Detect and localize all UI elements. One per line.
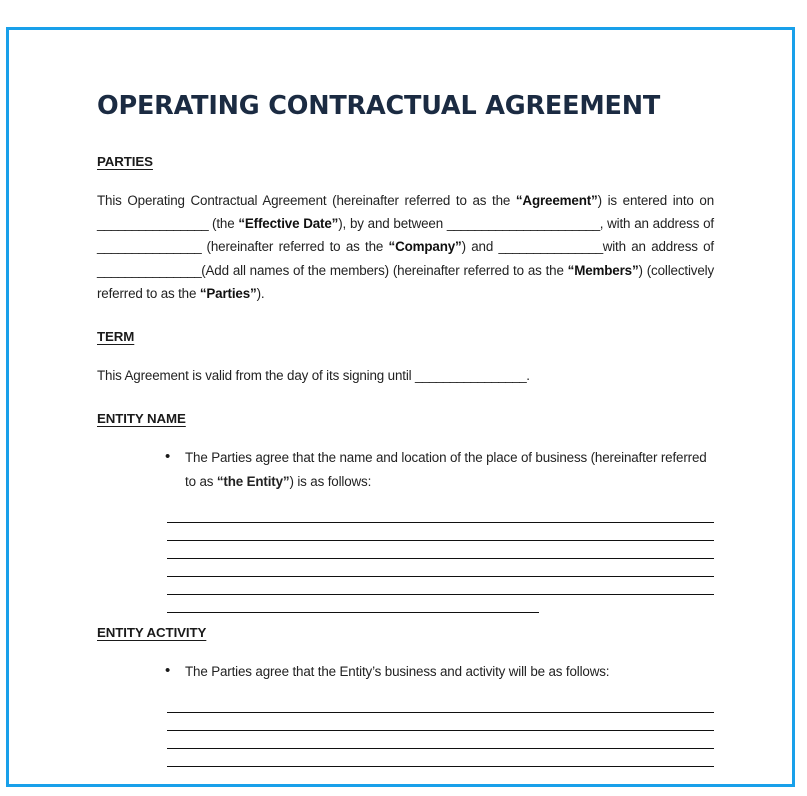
list-item xyxy=(97,446,714,494)
blank-company-name[interactable]: ______________________ xyxy=(446,216,600,232)
entity-name-bullet-text-2: ) is as follows: xyxy=(289,474,372,490)
spacer xyxy=(97,684,714,695)
term-text-2: . xyxy=(526,368,530,384)
blank-effective-date[interactable]: ________________ xyxy=(97,216,209,232)
document-body xyxy=(97,92,714,767)
fill-in-line[interactable] xyxy=(167,749,714,767)
section-heading-entity-name: ENTITY NAME xyxy=(97,411,186,427)
document-page-frame xyxy=(6,27,795,787)
entity-activity-bullet-list xyxy=(97,660,714,684)
parties-text-3: (the xyxy=(208,216,239,232)
entity-name-fill-lines xyxy=(97,505,714,613)
blank-company-address[interactable]: _______________ xyxy=(97,239,202,255)
fill-in-line[interactable] xyxy=(167,541,714,559)
spacer xyxy=(97,387,714,411)
page-title: OPERATING CONTRACTUAL AGREEMENT xyxy=(97,91,661,121)
fill-in-line[interactable] xyxy=(167,713,714,731)
blank-members-address[interactable]: _______________ xyxy=(97,262,202,278)
blank-term-end-date[interactable]: ________________ xyxy=(415,368,527,384)
parties-text-2: ) is entered into on xyxy=(597,193,714,209)
parties-text-5: , with an address of xyxy=(599,216,714,232)
term-agreement: “Agreement” xyxy=(515,193,598,209)
fill-in-line[interactable] xyxy=(167,505,714,523)
list-item xyxy=(97,660,714,684)
spacer xyxy=(97,640,714,660)
parties-text-6: (hereinafter referred to as the xyxy=(201,239,389,255)
term-company: “Company” xyxy=(388,239,462,255)
section-heading-term: TERM xyxy=(97,329,135,345)
term-effective-date: “Effective Date” xyxy=(238,216,339,232)
entity-activity-bullet-text-1: The Parties agree that the Entity’s business and activity will be as follows: xyxy=(185,663,610,679)
section-heading-parties: PARTIES xyxy=(97,154,153,170)
spacer xyxy=(97,169,714,189)
parties-text-4: ), by and between xyxy=(338,216,447,232)
spacer xyxy=(97,494,714,505)
parties-text-10: ) (collectively referred to as the xyxy=(97,262,714,301)
blank-members-name[interactable]: _______________ xyxy=(498,239,603,255)
entity-activity-fill-lines xyxy=(97,695,714,767)
spacer xyxy=(97,305,714,329)
term-the-entity: “the Entity” xyxy=(216,474,290,490)
term-paragraph xyxy=(97,364,714,387)
entity-name-bullet-list xyxy=(97,446,714,494)
fill-in-line[interactable] xyxy=(167,595,539,613)
parties-text-8: with an address of xyxy=(602,239,714,255)
spacer xyxy=(97,426,714,446)
parties-text-11: ). xyxy=(256,285,265,301)
parties-text-9: (Add all names of the members) (hereinafter referred to as the xyxy=(201,262,568,278)
spacer xyxy=(97,344,714,364)
fill-in-line[interactable] xyxy=(167,559,714,577)
term-text-1: This Agreement is valid from the day of its signing until xyxy=(97,368,416,384)
parties-paragraph xyxy=(97,189,714,305)
entity-name-bullet-text-1: The Parties agree that the name and location of the place of business (hereinafter referred to as xyxy=(185,450,707,490)
spacer xyxy=(97,613,714,625)
fill-in-line[interactable] xyxy=(167,523,714,541)
fill-in-line[interactable] xyxy=(167,695,714,713)
parties-text-1: This Operating Contractual Agreement (hereinafter referred to as the xyxy=(97,193,516,209)
fill-in-line[interactable] xyxy=(167,731,714,749)
parties-text-7: ) and xyxy=(461,239,499,255)
section-heading-entity-activity: ENTITY ACTIVITY xyxy=(97,624,207,640)
term-members: “Members” xyxy=(567,262,639,278)
fill-in-line[interactable] xyxy=(167,577,714,595)
term-parties: “Parties” xyxy=(199,285,257,301)
